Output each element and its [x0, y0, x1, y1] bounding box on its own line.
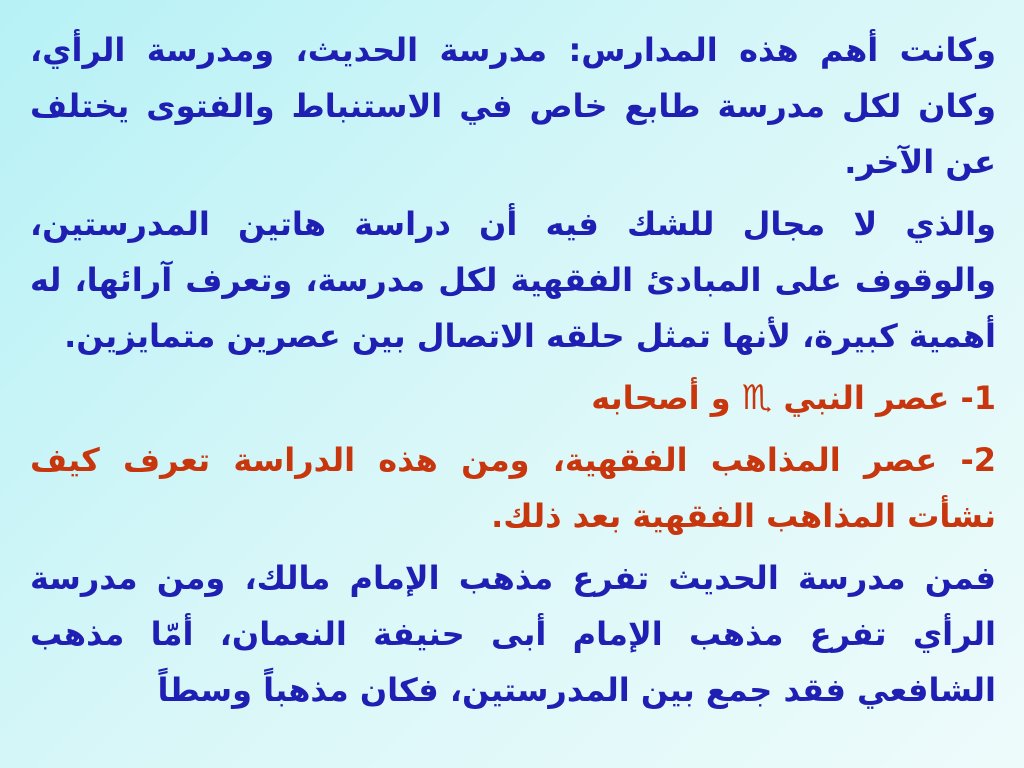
paragraph-madhhab-origins: فمن مدرسة الحديث تفرع مذهب الإمام مالك، ومن مدرسة الرأي تفرع مذهب الإمام أبى حنيفة النعمان، أمّا مذهب الشافعي فقد جمع بين المدرستين، فكان مذهباً وسطاً — [30, 559, 996, 709]
list-item-prophet-era-companions: و أصحابه — [591, 379, 731, 417]
paragraph-importance: والذي لا مجال للشك فيه أن دراسة هاتين المدرستين، والوقوف على المبادئ الفقهية لكل مدرسة، وتعرف آرائها، له أهمية كبيرة، لأنها تمثل حلقه الاتصال بين عصرين متمايزين. — [30, 205, 996, 355]
slide-body — [30, 22, 996, 768]
list-item-prophet-era-text: 1- عصر النبي — [783, 379, 996, 417]
honorific-symbol-icon: ♏ — [741, 378, 773, 418]
list-item-madhhab-era: 2- عصر المذاهب الفقهية، ومن هذه الدراسة تعرف كيف نشأت المذاهب الفقهية بعد ذلك. — [30, 441, 996, 535]
list-item-prophet-era — [30, 370, 996, 426]
paragraph-schools: وكانت أهم هذه المدارس: مدرسة الحديث، ومدرسة الرأي، وكان لكل مدرسة طابع خاص في الاستنباط والفتوى يختلف عن الآخر. — [30, 31, 996, 181]
